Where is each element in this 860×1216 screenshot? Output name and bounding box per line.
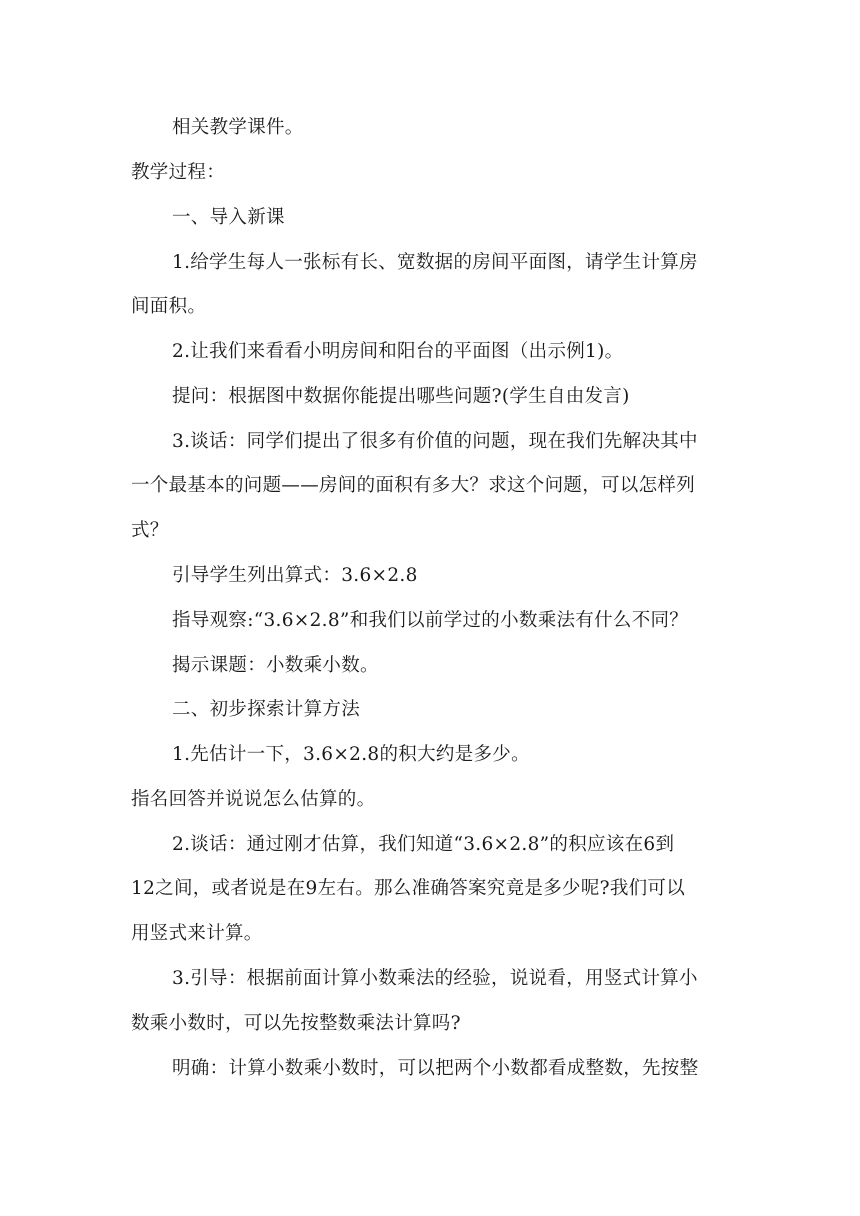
paragraph-line: 指导观察:“3.6×2.8”和我们以前学过的小数乘法有什么不同？ xyxy=(172,610,689,631)
paragraph-line: 间面积。 xyxy=(131,296,207,317)
paragraph-line: 式？ xyxy=(131,520,169,541)
paragraph-line: 3.引导：根据前面计算小数乘法的经验，说说看，用竖式计算小 xyxy=(172,968,698,989)
paragraph-line: 指名回答并说说怎么估算的。 xyxy=(131,789,376,810)
paragraph-line: 2.让我们来看看小明房间和阳台的平面图（出示例1)。 xyxy=(172,341,624,362)
subsection-heading: 一、导入新课 xyxy=(172,207,285,228)
paragraph-line: 12之间，或者说是在9左右。那么准确答案究竟是多少呢?我们可以 xyxy=(131,878,686,899)
paragraph-line: 用竖式来计算。 xyxy=(131,923,263,944)
paragraph-line: 3.谈话：同学们提出了很多有价值的问题，现在我们先解决其中 xyxy=(172,431,698,452)
subsection-heading: 二、初步探索计算方法 xyxy=(172,699,361,720)
paragraph-line: 引导学生列出算式：3.6×2.8 xyxy=(172,565,418,586)
paragraph-line: 相关教学课件。 xyxy=(172,117,304,138)
section-heading: 教学过程： xyxy=(131,162,226,183)
paragraph-line: 数乘小数时，可以先按整数乘法计算吗? xyxy=(131,1013,461,1034)
paragraph-line: 揭示课题：小数乘小数。 xyxy=(172,655,379,676)
paragraph-line: 一个最基本的问题——房间的面积有多大？求这个问题，可以怎样列 xyxy=(131,475,696,496)
paragraph-line: 明确：计算小数乘小数时，可以把两个小数都看成整数，先按整 xyxy=(172,1058,699,1079)
paragraph-line: 1.先估计一下，3.6×2.8的积大约是多少。 xyxy=(172,744,530,765)
paragraph-line: 1.给学生每人一张标有长、宽数据的房间平面图，请学生计算房 xyxy=(172,252,698,273)
paragraph-line: 2.谈话：通过刚才估算，我们知道“3.6×2.8”的积应该在6到 xyxy=(172,834,675,855)
paragraph-line: 提问：根据图中数据你能提出哪些问题?(学生自由发言) xyxy=(172,386,630,407)
